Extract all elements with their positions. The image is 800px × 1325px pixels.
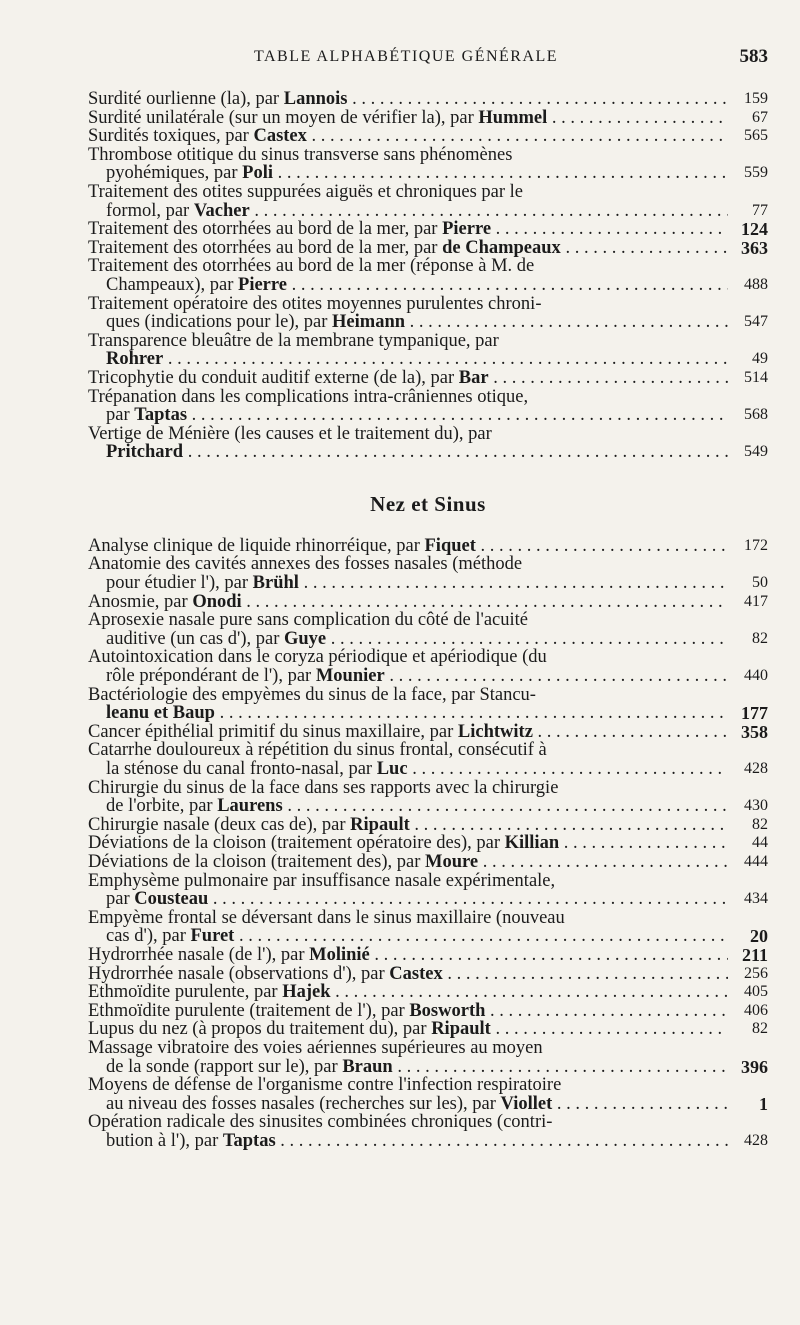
entry-line xyxy=(88,593,728,612)
entry-line-cont xyxy=(88,1132,728,1151)
entry-line xyxy=(88,723,728,742)
entry-title-cont: ques (indications pour le), par xyxy=(106,313,333,332)
entry-title-cont: cas d'), par xyxy=(106,927,191,946)
entry-title-cont: auditive (un cas d'), par xyxy=(106,629,284,649)
entry-line-cont xyxy=(88,350,728,369)
index-entry xyxy=(88,537,768,556)
entry-title-cont: de la sonde (rapport sur le), par xyxy=(106,1057,343,1077)
entry-title: Chirurgie du sinus de la face dans ses rapports avec la chirurgie xyxy=(88,778,559,798)
entry-title-cont: de l'orbite, par xyxy=(106,797,218,816)
index-entry xyxy=(88,909,768,946)
entry-title: Lupus du nez (à propos du traitement du), par xyxy=(88,1020,432,1039)
entry-title: Cancer épithélial primitif du sinus maxillaire, par xyxy=(88,722,458,742)
entry-page-number: 82 xyxy=(752,815,768,833)
entry-line-cont xyxy=(88,704,728,723)
entry-line-cont xyxy=(88,276,728,295)
entry-author: Onodi xyxy=(192,592,242,612)
entry-title: Analyse clinique de liquide rhinorréique, par xyxy=(88,536,425,556)
entry-author: Molinié xyxy=(309,945,370,965)
entry-author: Viollet xyxy=(500,1094,553,1114)
entry-title: Anosmie, par xyxy=(88,592,193,612)
entry-line-cont xyxy=(88,574,728,593)
entry-author: Hummel xyxy=(478,108,548,128)
entry-line-cont xyxy=(88,313,728,332)
entry-page-number: 67 xyxy=(752,108,768,126)
index-entry xyxy=(88,593,768,612)
index-entry xyxy=(88,220,768,239)
index-entry xyxy=(88,1076,768,1113)
entry-line xyxy=(88,369,728,388)
entry-page-number: 82 xyxy=(752,1020,768,1038)
entry-title: Déviations de la cloison (traitement des), par xyxy=(88,852,426,872)
entry-author: Bosworth xyxy=(409,1001,486,1021)
entry-line-cont xyxy=(88,202,728,221)
entry-line-cont xyxy=(88,443,728,462)
index-page xyxy=(88,40,768,1150)
entry-line xyxy=(88,816,728,835)
entry-title: Surdité ourlienne (la), par xyxy=(88,90,284,109)
entry-page-number: 172 xyxy=(744,536,768,554)
index-entry xyxy=(88,872,768,909)
entry-author: Taptas xyxy=(134,406,188,425)
entry-title: Ethmoïdite purulente, par xyxy=(88,983,283,1002)
entry-line xyxy=(88,332,728,351)
entry-title-cont: pour étudier l'), par xyxy=(106,574,253,593)
entry-page-number: 20 xyxy=(750,926,768,947)
entry-author: Mounier xyxy=(315,667,385,686)
entry-title-cont: rôle prépondérant de l'), par xyxy=(106,667,316,686)
index-entry xyxy=(88,257,768,294)
entry-page-number: 363 xyxy=(741,237,768,258)
index-list-nose-sinus xyxy=(88,537,768,1151)
entry-title: Traitement des otites suppurées aiguës et chroniques par le xyxy=(88,182,523,202)
entry-title: Trépanation dans les complications intra-crâniennes otique, xyxy=(88,387,529,407)
entry-title: Empyème frontal se déversant dans le sinus maxillaire (nouveau xyxy=(88,908,565,928)
index-entry xyxy=(88,1002,768,1021)
entry-title: Thrombose otitique du sinus transverse sans phénomènes xyxy=(88,145,513,165)
entry-line xyxy=(88,555,728,574)
entry-title: Autointoxication dans le coryza périodique et apériodique (du xyxy=(88,648,547,668)
entry-page-number: 417 xyxy=(744,592,768,610)
entry-page-number: 428 xyxy=(744,760,768,777)
entry-author: Moure xyxy=(425,852,479,872)
entry-line-cont xyxy=(88,1095,728,1114)
entry-page-number: 405 xyxy=(744,983,768,1001)
entry-author: Furet xyxy=(190,927,235,946)
index-entry xyxy=(88,648,768,685)
index-entry xyxy=(88,741,768,778)
entry-page-number: 440 xyxy=(744,667,768,685)
index-entry xyxy=(88,555,768,592)
index-entry xyxy=(88,946,768,965)
entry-line xyxy=(88,295,728,314)
entry-title: Traitement des otorrhées au bord de la mer, par xyxy=(88,220,443,239)
index-entry xyxy=(88,90,768,109)
entry-author: leanu et Baup xyxy=(106,704,215,723)
entry-title: Bactériologie des empyèmes du sinus de la face, par Stancu- xyxy=(88,685,536,705)
entry-line-cont xyxy=(88,797,728,816)
entry-title-cont: Champeaux), par xyxy=(106,275,239,295)
entry-title-cont: formol, par xyxy=(106,201,194,221)
entry-title: Tricophytie du conduit auditif externe (de la), par xyxy=(88,368,459,388)
entry-title: Surdités toxiques, par xyxy=(88,127,254,146)
index-entry xyxy=(88,127,768,146)
entry-title: Transparence bleuâtre de la membrane tympanique, par xyxy=(88,331,499,351)
entry-title: Emphysème pulmonaire par insuffisance nasale expérimentale, xyxy=(88,871,556,891)
entry-line xyxy=(88,239,728,258)
entry-author: Ripault xyxy=(431,1020,491,1039)
entry-page-number: 559 xyxy=(744,164,768,182)
entry-page-number: 124 xyxy=(741,219,768,240)
entry-author: Castex xyxy=(389,964,443,984)
entry-title: Traitement opératoire des otites moyennes purulentes chroni- xyxy=(88,294,542,314)
entry-page-number: 211 xyxy=(741,944,768,965)
entry-page-number: 256 xyxy=(744,964,768,982)
entry-author: Pierre xyxy=(442,220,492,239)
section-heading: Nez et Sinus xyxy=(370,491,486,516)
entry-author: Laurens xyxy=(217,797,283,816)
entry-line xyxy=(88,1113,728,1132)
entry-page-number: 488 xyxy=(744,275,768,293)
entry-line xyxy=(88,388,728,407)
index-entry xyxy=(88,611,768,648)
entry-title-cont: bution à l'), par xyxy=(106,1131,223,1151)
entry-title: Déviations de la cloison (traitement opératoire des), par xyxy=(88,834,505,853)
entry-author: Hajek xyxy=(282,983,331,1002)
entry-title: Catarrhe douloureux à répétition du sinus frontal, consécutif à xyxy=(88,741,547,760)
entry-line xyxy=(88,90,728,109)
entry-page-number: 396 xyxy=(741,1056,768,1077)
entry-author: Ripault xyxy=(350,815,410,835)
entry-author: Fiquet xyxy=(424,536,476,556)
entry-line-cont xyxy=(88,630,728,649)
entry-line xyxy=(88,909,728,928)
entry-title: Chirurgie nasale (deux cas de), par xyxy=(88,815,351,835)
entry-title-cont: au niveau des fosses nasales (recherches sur les), par xyxy=(106,1094,501,1114)
entry-page-number: 444 xyxy=(744,852,768,870)
entry-line xyxy=(88,779,728,798)
entry-page-number: 1 xyxy=(759,1093,768,1114)
entry-line xyxy=(88,983,728,1002)
entry-author: Pierre xyxy=(238,275,287,295)
index-entry xyxy=(88,1020,768,1039)
entry-page-number: 430 xyxy=(744,797,768,815)
index-entry xyxy=(88,779,768,816)
entry-title: Opération radicale des sinusites combinées chroniques (contri- xyxy=(88,1113,553,1132)
entry-author: Poli xyxy=(242,164,273,183)
index-entry xyxy=(88,1113,768,1150)
entry-line xyxy=(88,946,728,965)
entry-line xyxy=(88,1002,728,1021)
entry-page-number: 428 xyxy=(744,1131,768,1149)
entry-title: Vertige de Ménière (les causes et le traitement du), par xyxy=(88,424,492,444)
entry-title-cont: par xyxy=(106,890,135,909)
entry-page-number: 434 xyxy=(744,890,768,908)
entry-line-cont xyxy=(88,164,728,183)
index-entry xyxy=(88,183,768,220)
entry-author: Cousteau xyxy=(134,890,209,909)
entry-author: Taptas xyxy=(222,1131,276,1151)
entry-line xyxy=(88,611,728,630)
entry-page-number: 77 xyxy=(752,201,768,219)
index-entry xyxy=(88,388,768,425)
entry-page-number: 568 xyxy=(744,406,768,424)
index-list-otology xyxy=(88,90,768,462)
entry-title-cont: par xyxy=(106,406,135,425)
entry-line xyxy=(88,127,728,146)
entry-line xyxy=(88,741,728,760)
page-header xyxy=(88,40,768,80)
index-entry xyxy=(88,965,768,984)
entry-title: Surdité unilatérale (sur un moyen de vérifier la), par xyxy=(88,108,479,128)
entry-title: Anatomie des cavités annexes des fosses nasales (méthode xyxy=(88,555,523,575)
entry-line xyxy=(88,648,728,667)
entry-title: Hydrorrhée nasale (observations d'), par xyxy=(88,964,390,984)
entry-title-cont: pyohémiques, par xyxy=(106,164,243,183)
entry-line xyxy=(88,257,728,276)
entry-author: Killian xyxy=(504,834,560,853)
entry-author: Pritchard xyxy=(106,443,184,462)
index-entry xyxy=(88,816,768,835)
entry-author: Braun xyxy=(342,1057,393,1077)
entry-line xyxy=(88,686,728,705)
entry-title-cont: la sténose du canal fronto-nasal, par xyxy=(106,760,377,779)
entry-line xyxy=(88,965,728,984)
entry-page-number: 549 xyxy=(744,443,768,461)
entry-line xyxy=(88,537,728,556)
entry-line-cont xyxy=(88,927,728,946)
entry-author: de Champeaux xyxy=(442,238,561,258)
entry-line xyxy=(88,146,728,165)
entry-line xyxy=(88,425,728,444)
entry-page-number: 406 xyxy=(744,1001,768,1019)
index-entry xyxy=(88,239,768,258)
entry-page-number: 514 xyxy=(744,368,768,386)
index-entry xyxy=(88,686,768,723)
entry-line xyxy=(88,109,728,128)
entry-page-number: 49 xyxy=(752,350,768,368)
entry-author: Luc xyxy=(376,760,408,779)
entry-author: Guye xyxy=(284,629,327,649)
entry-page-number: 159 xyxy=(744,90,768,107)
entry-page-number: 44 xyxy=(752,834,768,852)
entry-author: Rohrer xyxy=(106,350,164,369)
entry-title: Traitement des otorrhées au bord de la mer (réponse à M. de xyxy=(88,257,535,276)
index-entry xyxy=(88,723,768,742)
entry-title: Ethmoïdite purulente (traitement de l'), par xyxy=(88,1001,410,1021)
index-entry xyxy=(88,853,768,872)
entry-title: Massage vibratoire des voies aériennes supérieures au moyen xyxy=(88,1038,543,1058)
entry-title: Traitement des otorrhées au bord de la mer, par xyxy=(88,238,443,258)
entry-author: Lichtwitz xyxy=(457,722,533,742)
entry-author: Vacher xyxy=(193,201,250,221)
entry-line xyxy=(88,872,728,891)
entry-line-cont xyxy=(88,890,728,909)
entry-author: Brühl xyxy=(252,574,299,593)
entry-author: Castex xyxy=(253,127,307,146)
entry-title: Hydrorrhée nasale (de l'), par xyxy=(88,945,310,965)
entry-line xyxy=(88,1076,728,1095)
index-entry xyxy=(88,332,768,369)
index-entry xyxy=(88,983,768,1002)
index-entry xyxy=(88,1039,768,1076)
entry-line xyxy=(88,1020,728,1039)
entry-line-cont xyxy=(88,406,728,425)
entry-page-number: 177 xyxy=(741,703,768,724)
running-title: TABLE ALPHABÉTIQUE GÉNÉRALE xyxy=(254,48,559,65)
entry-page-number: 358 xyxy=(741,721,768,742)
entry-page-number: 50 xyxy=(752,574,768,592)
entry-page-number: 547 xyxy=(744,313,768,331)
entry-page-number: 82 xyxy=(752,629,768,647)
index-entry xyxy=(88,146,768,183)
entry-line xyxy=(88,183,728,202)
entry-title: Moyens de défense de l'organisme contre l'infection respiratoire xyxy=(88,1076,562,1095)
entry-line-cont xyxy=(88,667,728,686)
entry-line-cont xyxy=(88,1058,728,1077)
entry-page-number: 565 xyxy=(744,127,768,145)
index-entry xyxy=(88,109,768,128)
index-entry xyxy=(88,425,768,462)
entry-author: Bar xyxy=(458,368,489,388)
entry-line xyxy=(88,220,728,239)
entry-author: Heimann xyxy=(332,313,406,332)
entry-line xyxy=(88,834,728,853)
index-entry xyxy=(88,369,768,388)
entry-line xyxy=(88,1039,728,1058)
index-entry xyxy=(88,834,768,853)
index-entry xyxy=(88,295,768,332)
entry-author: Lannois xyxy=(283,90,348,109)
entry-title: Aprosexie nasale pure sans complication du côté de l'acuité xyxy=(88,611,528,630)
page-number: 583 xyxy=(739,46,768,67)
entry-line xyxy=(88,853,728,872)
entry-line-cont xyxy=(88,760,728,779)
